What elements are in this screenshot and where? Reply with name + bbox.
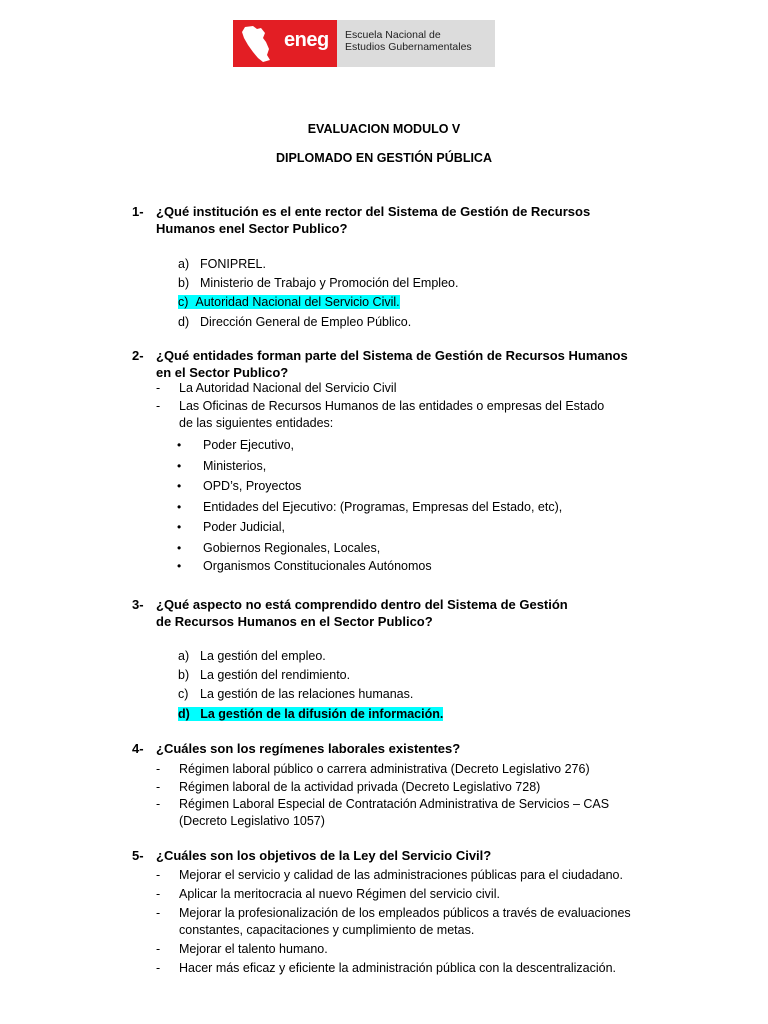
- q3-option-d-highlighted: [178, 706, 443, 722]
- option-label: a): [178, 257, 190, 271]
- question-text: ¿Cuáles son los regímenes laborales existentes?: [156, 741, 461, 756]
- doc-title: EVALUACION MODULO V: [307, 122, 461, 136]
- option-label: d): [178, 315, 190, 329]
- option-label: c): [178, 687, 189, 701]
- option-text: Autoridad Nacional del Servicio Civil.: [195, 295, 400, 309]
- dash-text: La Autoridad Nacional del Servicio Civil: [179, 381, 397, 395]
- dash-text: Régimen laboral de la actividad privada (Decreto Legislativo 728): [179, 780, 541, 794]
- q3-option-b: [178, 667, 350, 683]
- option-label: c): [178, 295, 189, 309]
- peru-map-icon: [239, 25, 275, 63]
- bullet-text: Poder Judicial,: [203, 520, 285, 534]
- q1-option-b: [178, 275, 458, 291]
- bullet-text: Gobiernos Regionales, Locales,: [203, 541, 381, 555]
- doc-subtitle: DIPLOMADO EN GESTIÓN PÚBLICA: [276, 151, 492, 165]
- dash-marker: -: [156, 780, 161, 794]
- dash-text: Hacer más eficaz y eficiente la administración pública con la descentralización.: [179, 961, 617, 975]
- bullet-text: Organismos Constitucionales Autónomos: [203, 559, 432, 573]
- q1-option-d: [178, 314, 411, 330]
- question-text: ¿Qué institución es el ente rector del Sistema de Gestión de Recursos Humanos enel Sector Publico?: [156, 204, 591, 236]
- q3-option-c: [178, 686, 413, 702]
- option-text: FONIPREL.: [200, 257, 266, 271]
- bullet-icon: •: [177, 500, 182, 514]
- dash-marker: -: [156, 399, 161, 413]
- dash-text: Mejorar el servicio y calidad de las administraciones públicas para el ciudadano.: [179, 868, 623, 882]
- logo-line1: Escuela Nacional de: [345, 29, 441, 41]
- logo-red-block: [233, 20, 337, 67]
- bullet-text: Entidades del Ejecutivo: (Programas, Empresas del Estado, etc),: [203, 500, 563, 514]
- question-number: 2-: [132, 348, 144, 363]
- option-label: d): [178, 707, 190, 721]
- option-text: La gestión del rendimiento.: [200, 668, 351, 682]
- dash-text: Mejorar la profesionalización de los empleados públicos a través de evaluaciones constantes, capacitaciones y cumplimiento de metas.: [179, 906, 631, 937]
- question-text: ¿Cuáles son los objetivos de la Ley del Servicio Civil?: [156, 848, 492, 863]
- dash-text: Régimen laboral público o carrera administrativa (Decreto Legislativo 276): [179, 762, 590, 776]
- dash-marker: -: [156, 797, 161, 811]
- bullet-icon: •: [177, 438, 182, 452]
- eneg-logo: [233, 20, 495, 67]
- q1-option-c-highlighted: [178, 294, 400, 310]
- dash-marker: -: [156, 906, 161, 920]
- logo-text-block: [337, 20, 495, 67]
- bullet-icon: •: [177, 459, 182, 473]
- logo-brand: eneg: [284, 29, 329, 51]
- dash-text: Las Oficinas de Recursos Humanos de las entidades o empresas del Estado de las siguientes entidades:: [179, 399, 605, 430]
- bullet-text: Ministerios,: [203, 459, 267, 473]
- dash-marker: -: [156, 868, 161, 882]
- dash-marker: -: [156, 887, 161, 901]
- dash-text: Aplicar la meritocracia al nuevo Régimen del servicio civil.: [179, 887, 500, 901]
- question-text: ¿Qué aspecto no está comprendido dentro del Sistema de Gestión de Recursos Humanos en el Sector Publico?: [156, 597, 568, 629]
- dash-text: Mejorar el talento humano.: [179, 942, 328, 956]
- option-label: b): [178, 668, 190, 682]
- option-text: La gestión de la difusión de información.: [200, 707, 444, 721]
- bullet-text: OPD’s, Proyectos: [203, 479, 302, 493]
- question-text: ¿Qué entidades forman parte del Sistema de Gestión de Recursos Humanos en el Sector Publico?: [156, 348, 628, 380]
- option-text: La gestión del empleo.: [200, 649, 326, 663]
- dash-marker: -: [156, 942, 161, 956]
- dash-text: Régimen Laboral Especial de Contratación Administrativa de Servicios – CAS (Decreto Legislativo 1057): [179, 797, 610, 828]
- dash-marker: -: [156, 961, 161, 975]
- option-label: b): [178, 276, 190, 290]
- dash-marker: -: [156, 762, 161, 776]
- option-spacer: [190, 707, 200, 721]
- question-number: 5-: [132, 848, 144, 863]
- question-number: 4-: [132, 741, 144, 756]
- dash-marker: -: [156, 381, 161, 395]
- bullet-text: Poder Ejecutivo,: [203, 438, 295, 452]
- option-text: Ministerio de Trabajo y Promoción del Empleo.: [200, 276, 459, 290]
- option-text: La gestión de las relaciones humanas.: [200, 687, 414, 701]
- option-text: Dirección General de Empleo Público.: [200, 315, 412, 329]
- logo-line2: Estudios Gubernamentales: [345, 41, 472, 53]
- question-number: 1-: [132, 204, 144, 219]
- bullet-icon: •: [177, 541, 182, 555]
- q1-option-a: [178, 256, 266, 272]
- question-number: 3-: [132, 597, 144, 612]
- bullet-icon: •: [177, 559, 182, 573]
- bullet-icon: •: [177, 520, 182, 534]
- bullet-icon: •: [177, 479, 182, 493]
- option-label: a): [178, 649, 190, 663]
- q3-option-a: [178, 648, 326, 664]
